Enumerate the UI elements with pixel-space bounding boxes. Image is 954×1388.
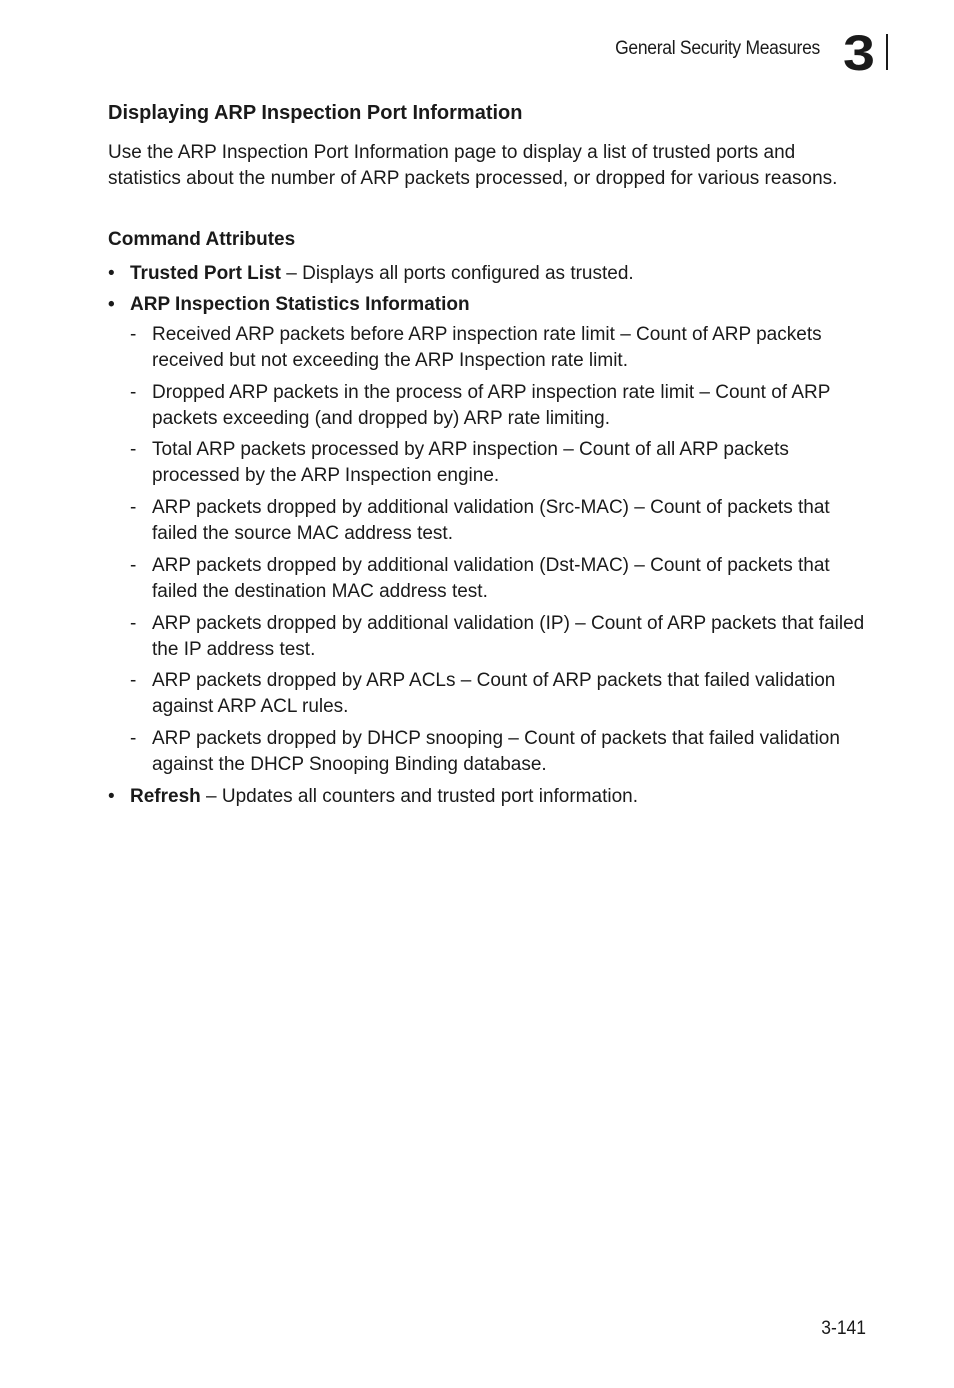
term-refresh: Refresh [130,786,201,807]
desc-refresh: – Updates all counters and trusted port information. [200,786,638,807]
stat-item-text: Received ARP packets before ARP inspection rate limit – Count of ARP packets received but not exceeding the ARP Inspection rate limit. [152,324,822,371]
dash-mark: - [130,497,137,518]
stat-item-text: Total ARP packets processed by ARP inspection – Count of all ARP packets processed by the ARP Inspection engine. [152,439,789,486]
term-trusted-port-list: Trusted Port List [130,263,281,284]
page-number: 3-141 [821,1318,866,1339]
stat-item-text: Dropped ARP packets in the process of ARP inspection rate limit – Count of ARP packets exceeding (and dropped by) ARP rate limiting. [152,382,831,429]
bullet-mark: • [108,263,115,284]
running-header-title: General Security Measures [615,38,820,59]
dash-mark: - [130,324,137,345]
chapter-divider [886,34,888,70]
stat-item-text: ARP packets dropped by ARP ACLs – Count of ARP packets that failed validation against ARP ACL rules. [152,670,836,717]
dash-mark: - [130,555,137,576]
desc-trusted-port-list: – Displays all ports configured as trusted. [280,263,634,284]
intro-paragraph: Use the ARP Inspection Port Information page to display a list of trusted ports and statistics about the number of ARP packets processed, or dropped for various reasons. [108,142,838,189]
dash-mark: - [130,728,137,749]
dash-mark: - [130,670,137,691]
stat-item-text: ARP packets dropped by additional validation (Dst-MAC) – Count of packets that failed the destination MAC address test. [152,555,830,602]
section-title: Displaying ARP Inspection Port Information [108,102,523,124]
dash-mark: - [130,439,137,460]
chapter-number: 3 [843,25,875,81]
dash-mark: - [130,613,137,634]
stat-item-text: ARP packets dropped by additional validation (IP) – Count of ARP packets that failed the IP address test. [152,613,865,660]
term-arp-statistics: ARP Inspection Statistics Information [130,294,470,315]
bullet-mark: • [108,786,115,807]
dash-mark: - [130,382,137,403]
stat-item-text: ARP packets dropped by DHCP snooping – Count of packets that failed validation against the DHCP Snooping Binding database. [152,728,840,775]
bullet-mark: • [108,294,115,315]
command-attributes-heading: Command Attributes [108,229,296,250]
stat-item-text: ARP packets dropped by additional validation (Src-MAC) – Count of packets that failed the source MAC address test. [152,497,830,544]
